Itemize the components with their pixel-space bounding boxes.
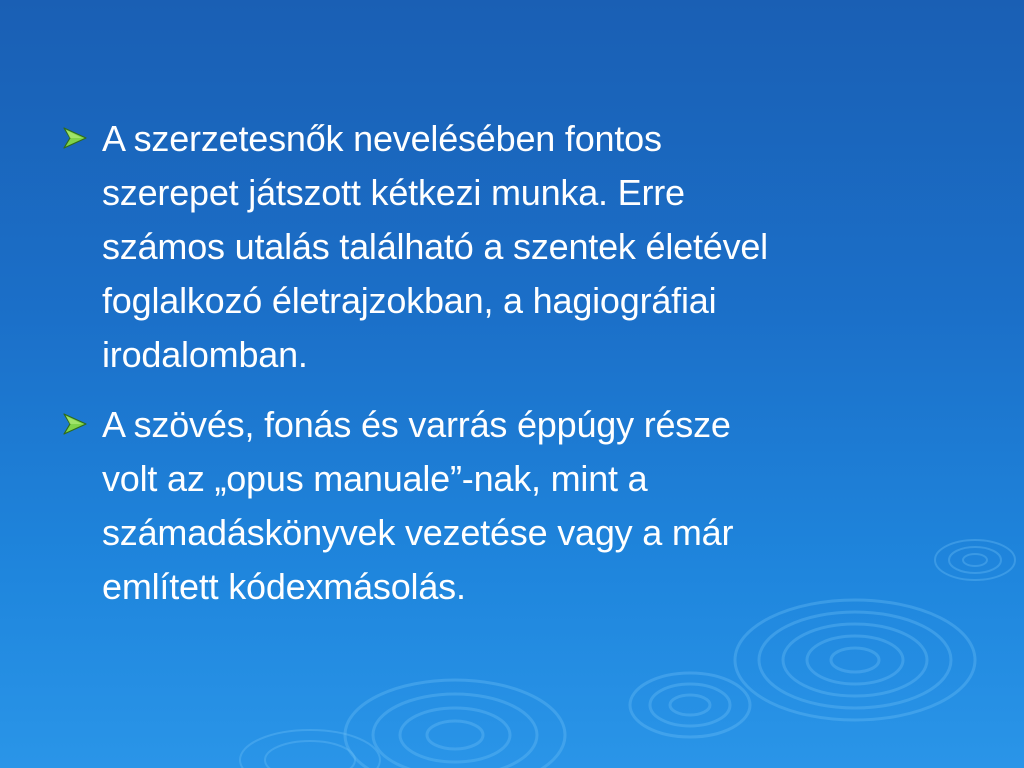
- bullet-text: A szövés, fonás és varrás éppúgy része volt az „opus manuale”-nak, mint a számadáskönyvek vezetése vagy a már említett kódexmásolás.: [102, 404, 734, 607]
- bullet-item: [62, 112, 972, 382]
- bullet-item: [62, 398, 972, 614]
- bullet-text: A szerzetesnők nevelésében fontos szerepet játszott kétkezi munka. Erre számos utalás található a szentek életével foglalkozó életrajzokban, a hagiográfiai irodalomban.: [102, 118, 768, 375]
- arrowhead-bullet-icon: [62, 398, 102, 444]
- slide-body: [62, 112, 972, 630]
- arrowhead-bullet-icon: [62, 112, 102, 158]
